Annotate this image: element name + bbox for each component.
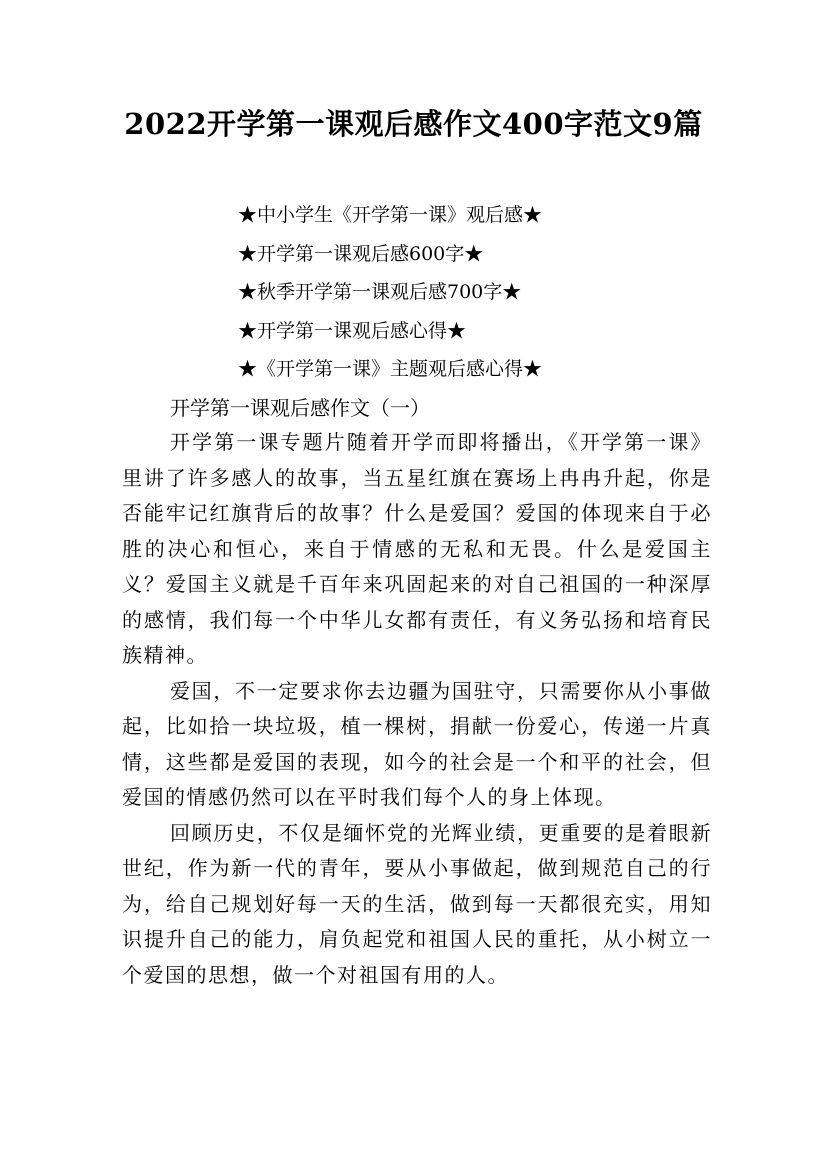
toc-item[interactable]: ★《开学第一课》主题观后感心得★ <box>238 358 543 380</box>
toc-item[interactable]: ★开学第一课观后感600字★ <box>238 242 484 265</box>
body-paragraph: 回顾历史，不仅是缅怀党的光辉业绩，更重要的是着眼新世纪，作为新一代的青年，要从小事做起，做到规范自己的行为，给自己规划好每一天的生活，做到每一天都很充实，用知识提升自己的能力，肩负起党和祖国人民的重托，从小树立一个爱国的思想，做一个对祖国有用的人。 <box>122 820 712 987</box>
toc-item[interactable]: ★秋季开学第一课观后感700字★ <box>238 281 522 303</box>
section-heading: 开学第一课观后感作文（一） <box>170 396 430 420</box>
body-paragraph: 爱国，不一定要求你去边疆为国驻守，只需要你从小事做起，比如拾一块垃圾，植一棵树，捐献一份爱心，传递一片真情，这些都是爱国的表现，如今的社会是一个和平的社会，但爱国的情感仍然可以在平时我们每个人的身上体现。 <box>122 678 712 809</box>
table-of-contents <box>238 196 758 389</box>
toc-item[interactable]: ★开学第一课观后感心得★ <box>238 319 467 342</box>
body-paragraph: 开学第一课专题片随着开学而即将播出，《开学第一课》里讲了许多感人的故事，当五星红旗在赛场上冉冉升起，你是否能牢记红旗背后的故事？什么是爱国？爱国的体现来自于必胜的决心和恒心，来自于情感的无私和无畏。什么是爱国主义？爱国主义就是千百年来巩固起来的对自己祖国的一种深厚的感情，我们每一个中华儿女都有责任，有义务弘扬和培育民族精神。 <box>122 430 712 667</box>
document-body <box>122 425 712 993</box>
toc-item[interactable]: ★中小学生《开学第一课》观后感★ <box>238 204 543 226</box>
document-title: 2022开学第一课观后感作文400字范文9篇 <box>124 107 703 141</box>
